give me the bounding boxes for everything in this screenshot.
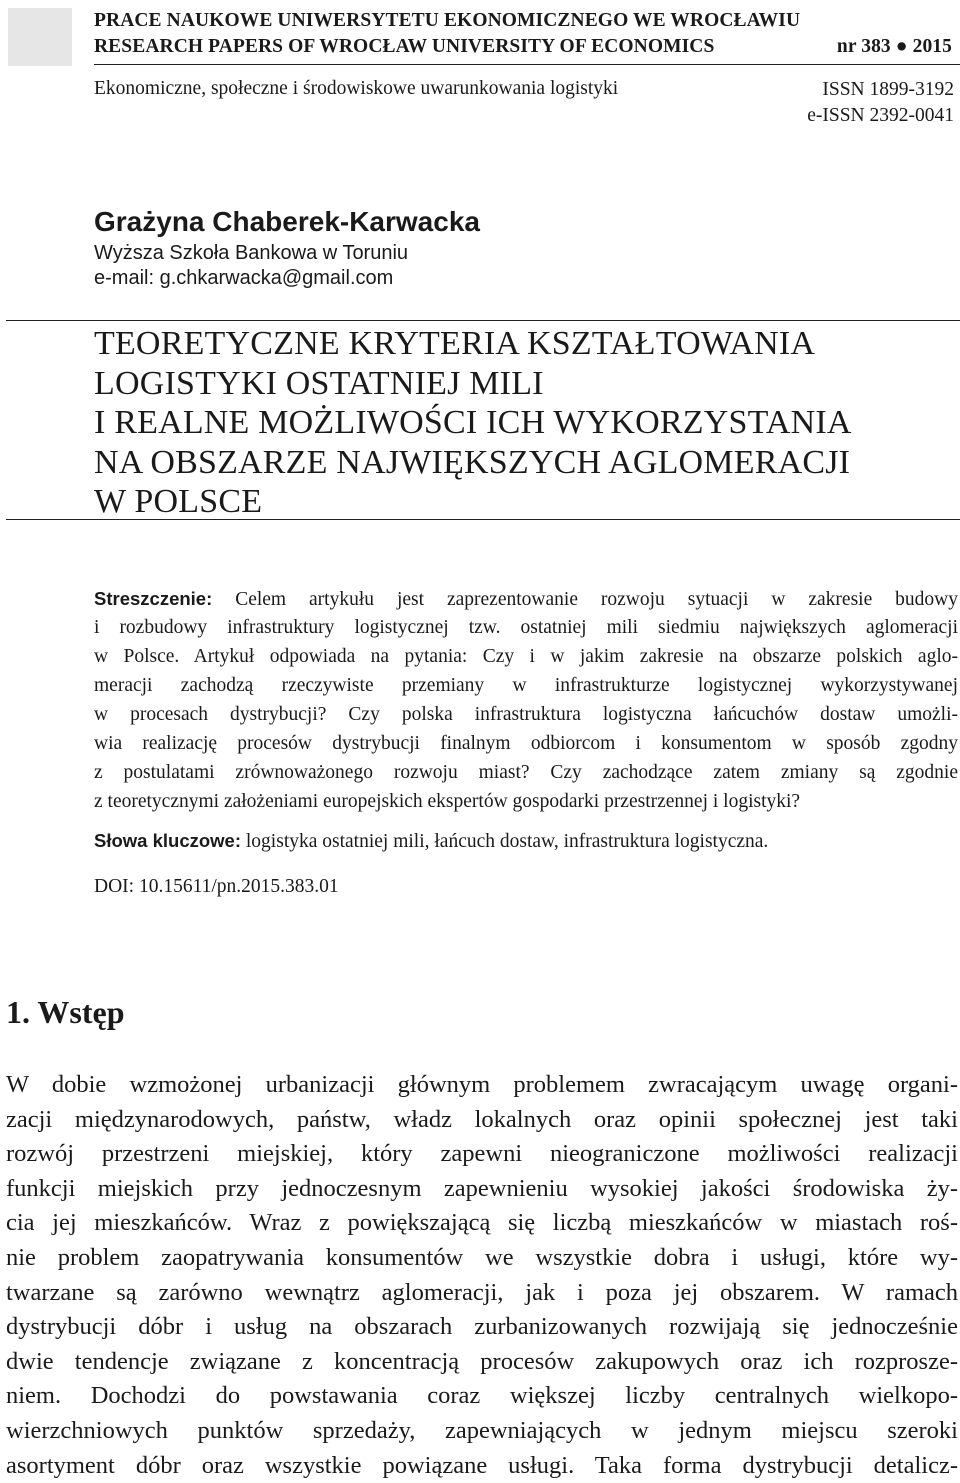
series-title: Ekonomiczne, społeczne i środowiskowe uwarunkowania logistyki xyxy=(94,78,619,99)
abstract-line: w procesach dystrybucji? Czy polska infrastruktura logistyczna łańcuchów dostaw umożli- xyxy=(94,704,958,725)
issn-block xyxy=(807,77,954,129)
author-block xyxy=(94,203,480,291)
e-issn: e-ISSN 2392-0041 xyxy=(807,105,954,126)
author-name: Grażyna Chaberek-Karwacka xyxy=(94,206,480,237)
body-text xyxy=(6,1068,958,1483)
section-heading: 1. Wstęp xyxy=(6,994,125,1030)
header-grey-block xyxy=(8,8,72,66)
author-email: e-mail: g.chkarwacka@gmail.com xyxy=(94,267,394,289)
body-line: W dobie wzmożonej urbanizacji głównym problemem zwracającym uwagę organi- xyxy=(6,1071,958,1098)
title-line: TEORETYCZNE KRYTERIA KSZTAŁTOWANIA xyxy=(94,325,816,362)
abstract-line: w Polsce. Artykuł odpowiada na pytania: Czy i w jakim zakresie na obszarze polskich aglo- xyxy=(94,646,958,667)
author-affiliation: Wyższa Szkoła Bankowa w Toruniu xyxy=(94,242,409,264)
journal-name-pl: PRACE NAUKOWE UNIWERSYTETU EKONOMICZNEGO WE WROCŁAWIU xyxy=(94,10,801,31)
body-line: twarzane są zarówno wewnątrz aglomeracji, jak i poza jej obszarem. W ramach xyxy=(6,1278,958,1306)
body-line: zacji międzynarodowych, państw, władz lokalnych oraz opinii społecznej jest taki xyxy=(6,1105,958,1133)
abstract-line xyxy=(94,584,958,613)
abstract-line: z teoretycznymi założeniami europejskich ekspertów gospodarki przestrzennej i logistyki? xyxy=(94,791,801,812)
title-line: LOGISTYKI OSTATNIEJ MILI xyxy=(94,364,544,402)
abstract-line: wia realizację procesów dystrybucji finalnym odbiorcom i konsumentom w sposób zgodny xyxy=(94,733,958,754)
doi: DOI: 10.15611/pn.2015.383.01 xyxy=(94,876,339,897)
journal-issue: nr 383 ● 2015 xyxy=(836,36,952,57)
abstract-line-text: Celem artykułu jest zaprezentowanie rozwoju sytuacji w zakresie budowy xyxy=(212,589,958,610)
title-line: I REALNE MOŻLIWOŚCI ICH WYKORZYSTANIA xyxy=(94,404,852,441)
body-line: dystrybucji dóbr i usług na obszarach zurbanizowanych rozwijają się jednocześnie xyxy=(6,1313,958,1341)
issn: ISSN 1899-3192 xyxy=(822,79,954,100)
abstract-label: Streszczenie: xyxy=(94,588,213,609)
body-line: niem. Dochodzi do powstawania coraz większej liczby centralnych wielkopo- xyxy=(6,1382,958,1410)
title-line: W POLSCE xyxy=(94,483,263,520)
title-rule-top xyxy=(6,320,960,321)
body-line: cia jej mieszkańców. Wraz z powiększającą się liczbą mieszkańców w miastach roś- xyxy=(6,1209,958,1237)
abstract-line: meracji zachodzą rzeczywiste przemiany w infrastrukturze logistycznej wykorzystywanej xyxy=(94,675,958,696)
body-line: nie problem zaopatrywania konsumentów we wszystkie dobra i usługi, które wy- xyxy=(6,1243,958,1271)
title-rule-bottom xyxy=(6,519,960,520)
body-line: asortyment dóbr oraz wszystkie powiązane usługi. Taka forma dystrybucji detalicz- xyxy=(6,1451,958,1479)
keywords-text: logistyka ostatniej mili, łańcuch dostaw, infrastruktura logistyczna. xyxy=(241,831,769,852)
journal-name-en: RESEARCH PAPERS OF WROCŁAW UNIVERSITY OF ECONOMICS xyxy=(94,36,715,57)
abstract-line: i rozbudowy infrastruktury logistycznej tzw. ostatniej mili siedmiu największych aglomeracji xyxy=(94,617,958,638)
body-line: funkcji miejskich przy jednoczesnym zapewnieniu wysokiej jakości środowiska ży- xyxy=(6,1174,958,1202)
body-line: rozwój przestrzeni miejskiej, który zapewni nieograniczone możliwości realizacji xyxy=(6,1140,958,1168)
body-line: wierzchniowych punktów sprzedaży, zapewniających w jednym miejscu szeroki xyxy=(6,1416,958,1444)
journal-name-en-row xyxy=(94,35,952,59)
abstract xyxy=(94,584,958,816)
keywords xyxy=(94,827,768,856)
header-rule xyxy=(94,64,960,65)
abstract-line: z postulatami zrównoważonego rozwoju miast? Czy zachodzące zatem zmiany są zgodnie xyxy=(94,762,958,783)
title-line: NA OBSZARZE NAJWIĘKSZYCH AGLOMERACJI xyxy=(94,443,851,481)
article-title xyxy=(94,324,852,522)
body-line: dwie tendencje związane z koncentracją procesów zakupowych oraz ich rozprosze- xyxy=(6,1347,958,1375)
keywords-label: Słowa kluczowe: xyxy=(94,830,242,851)
